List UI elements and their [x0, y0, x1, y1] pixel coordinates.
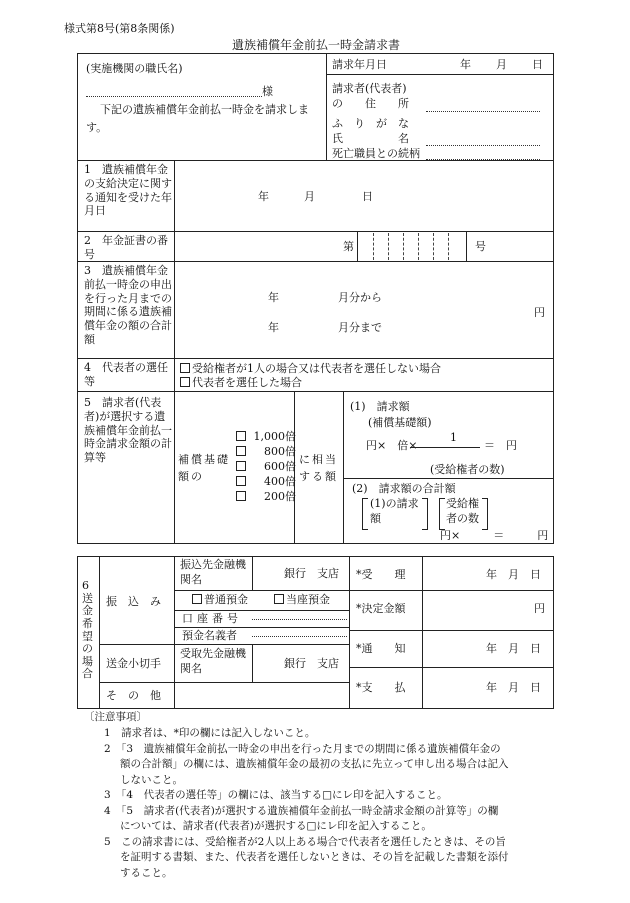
multiplier-option[interactable]: 800倍 — [236, 445, 296, 459]
account-number-field[interactable] — [252, 619, 347, 620]
form-number: 様式第8号(第8条関係) — [64, 22, 175, 35]
checkbox-icon[interactable] — [274, 594, 284, 604]
calc2-b1: 受給権 — [446, 497, 479, 510]
calc1-formula: 円× 倍× — [366, 439, 418, 452]
date-label: 請求年月日 — [332, 58, 387, 71]
equivalent-label: に相当する額 — [299, 453, 338, 483]
institution-label: (実施機関の職氏名) — [86, 62, 183, 75]
account-name-field[interactable] — [252, 636, 347, 637]
note-line: 1 請求者は、*印の欄には記入しないこと。 — [104, 727, 316, 739]
note-line: を証明する書類、また、代表者を選任しないときは、その旨を記載した書類を添付 — [120, 851, 509, 863]
bracket-open — [362, 498, 368, 530]
checkbox-icon[interactable] — [236, 446, 246, 456]
row3-from-year: 年 — [268, 291, 279, 304]
calc2-b2: 者の数 — [446, 512, 479, 525]
note-line: 3 「4 代表者の選任等」の欄には、該当する□にレ印を記入すること。 — [104, 789, 448, 801]
calc1-subtitle: (補償基礎額) — [368, 416, 432, 429]
checkbox-icon[interactable] — [180, 363, 190, 373]
bracket-open — [439, 498, 445, 530]
claimant-label: 請求者(代表者) — [332, 82, 407, 95]
deposit-current[interactable]: 当座預金 — [274, 593, 330, 607]
notice-date: 年 月 日 — [486, 642, 541, 655]
row1-day: 日 — [362, 190, 373, 203]
row3-label: 3 遺族補償年金前払一時金の申出を行った月までの期間に係る遺族補償年金の額の合計額 — [84, 264, 172, 346]
note-line: 4 「5 請求者(代表者)が選択する遺族補償年金前払一時金請求金額の計算等」の欄 — [104, 804, 499, 817]
other-label: そ の 他 — [106, 689, 161, 702]
decided-yen: 円 — [534, 602, 545, 615]
multiplier-option[interactable]: 400倍 — [236, 475, 296, 489]
bracket-close — [422, 498, 428, 530]
certificate-dai: 第 — [343, 240, 354, 253]
recv-bank-label: 受取先金融機関名 — [180, 647, 246, 675]
calc1-title: (1) 請求額 — [350, 400, 410, 413]
calc2-title: (2) 請求額の合計額 — [352, 482, 456, 495]
relation-field[interactable] — [426, 159, 540, 160]
row4-label: 4 代表者の選任等 — [84, 361, 168, 388]
multiplier-option[interactable]: 1,000倍 — [236, 430, 296, 444]
note-line: 額の合計額」の欄には、遺族補償年金の最初の支払に先立って申し出る場合は記入 — [120, 758, 509, 770]
remit-furikomi: 振 込 み — [106, 595, 161, 608]
checkbox-icon[interactable] — [236, 461, 246, 471]
receipt-label: *受 理 — [356, 568, 406, 581]
bracket-close — [482, 498, 488, 530]
checkbox-icon[interactable] — [180, 377, 190, 387]
payment-date: 年 月 日 — [486, 681, 541, 694]
note-line: については、請求者(代表者)が選択する□にレ印を記入すること。 — [120, 820, 432, 832]
bank-label: 振込先金融機関名 — [180, 558, 246, 586]
note-line: すること。 — [120, 866, 173, 879]
certificate-go: 号 — [475, 240, 486, 253]
date-day: 日 — [532, 58, 543, 71]
rep-option-selected[interactable]: 代表者を選任した場合 — [180, 376, 302, 390]
decided-amount-label: *決定金額 — [356, 602, 406, 615]
calc2-a1: (1)の請求 — [370, 497, 419, 510]
check-label: 送金小切手 — [106, 657, 161, 670]
row2-label: 2 年金証書の番号 — [84, 234, 168, 261]
checkbox-icon[interactable] — [236, 476, 246, 486]
notice-label: *通 知 — [356, 642, 406, 655]
checkbox-icon[interactable] — [236, 491, 246, 501]
institution-field[interactable] — [86, 96, 262, 97]
request-text: 下記の遺族補償年金前払一時金を請求します。 — [86, 103, 309, 134]
account-number-label: 口座番号 — [182, 612, 242, 625]
address-label: の 住 所 — [332, 97, 409, 110]
note-line: しないこと。 — [120, 773, 183, 786]
relation-label: 死亡職員との続柄 — [332, 147, 420, 160]
notes-title: 〔注意事項〕 — [84, 711, 147, 723]
furigana-label: ふ り が な — [332, 117, 409, 130]
row3-to: 月分まで — [338, 321, 382, 334]
calc2-a2: 額 — [370, 512, 381, 525]
bank-branch: 銀行 支店 — [284, 567, 339, 580]
address-field[interactable] — [426, 111, 540, 112]
row3-to-year: 年 — [268, 321, 279, 334]
note-line: 5 この請求書には、受給権者が2人以上ある場合で代表者を選任したときは、その旨 — [104, 835, 506, 848]
row3-yen: 円 — [534, 306, 545, 319]
fraction-bar — [410, 447, 480, 448]
date-month: 月 — [496, 58, 507, 71]
checkbox-icon[interactable] — [236, 431, 246, 441]
calc2-result: 円× ＝ 円 — [440, 529, 549, 542]
form-title: 遺族補償年金前払一時金請求書 — [232, 38, 401, 52]
name-field[interactable] — [426, 145, 540, 146]
row3-from: 月分から — [338, 291, 382, 304]
calc1-equals: ＝ 円 — [484, 439, 517, 452]
row1-label: 1 遺族補償年金の支給決定に関する通知を受けた年月日 — [84, 163, 172, 218]
account-name-label: 預金名義者 — [182, 629, 237, 642]
row5-label: 5 請求者(代表者)が選択する遺族補償年金前払一時金請求金額の計算等 — [84, 396, 172, 464]
checkbox-icon[interactable] — [192, 594, 202, 604]
remit-section-label: 6 送金希望の場合 — [82, 579, 93, 681]
payment-label: *支 払 — [356, 681, 406, 694]
multiplier-option[interactable]: 600倍 — [236, 460, 296, 474]
deposit-ordinary[interactable]: 普通預金 — [192, 593, 248, 607]
receipt-date: 年 月 日 — [486, 568, 541, 581]
date-year: 年 — [460, 58, 471, 71]
recv-bank-branch: 銀行 支店 — [284, 657, 339, 670]
rep-option-single[interactable]: 受給権者が1人の場合又は代表者を選任しない場合 — [180, 362, 441, 376]
calc1-denominator: (受給権者の数) — [430, 463, 505, 476]
base-amount-label: 補償基礎額の — [178, 453, 230, 483]
row1-year: 年 — [258, 190, 269, 203]
sama-label: 様 — [262, 85, 273, 98]
calc1-numerator: 1 — [450, 431, 457, 444]
row1-month: 月 — [304, 190, 315, 203]
note-line: 2 「3 遺族補償年金前払一時金の申出を行った月までの期間に係る遺族補償年金の — [104, 742, 501, 755]
name-label: 氏 名 — [332, 132, 409, 145]
multiplier-option[interactable]: 200倍 — [236, 490, 296, 504]
